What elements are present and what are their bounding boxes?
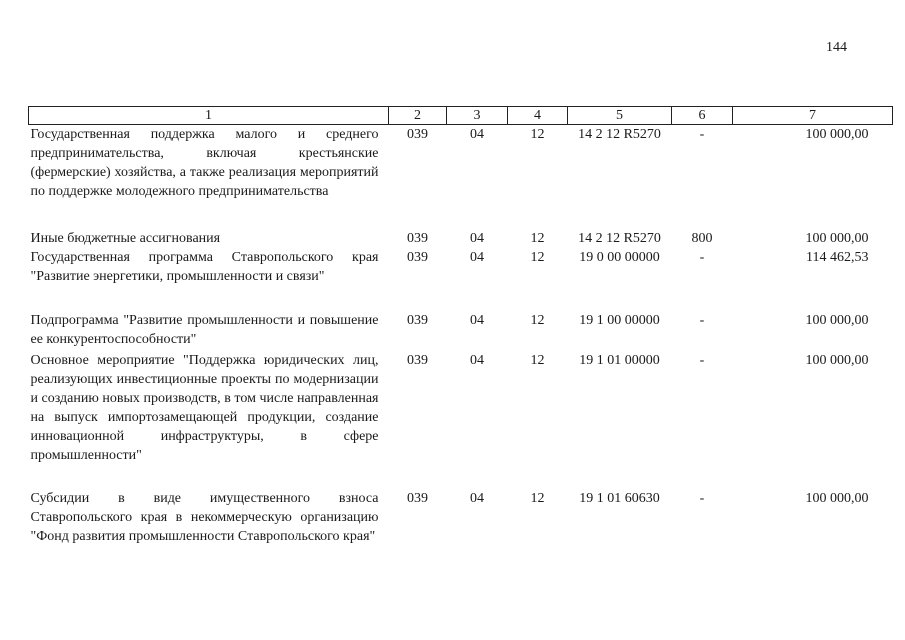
row-target-item: 14 2 12 R5270 — [578, 127, 661, 142]
table-row — [29, 311, 893, 351]
row-section: 04 — [470, 249, 484, 265]
row-target-item: 19 0 00 00000 — [579, 249, 660, 265]
row-subsection: 12 — [530, 249, 545, 265]
row-name: Подпрограмма "Развитие промышленности и повышение ее конкурентоспособности" — [30, 312, 379, 347]
row-name: Государственная программа Ставропольского края "Развитие энергетики, промышленности и связи" — [30, 249, 379, 284]
row-amount: 100 000,00 — [805, 352, 869, 368]
row-section: 04 — [470, 352, 484, 368]
row-amount: 100 000,00 — [805, 312, 869, 328]
column-header-6: 6 — [672, 107, 733, 125]
row-amount: 114 462,53 — [806, 249, 869, 265]
column-header-2: 2 — [389, 107, 447, 125]
row-amount: 100 000,00 — [805, 127, 869, 142]
row-amount: 100 000,00 — [805, 230, 869, 246]
column-header-7: 7 — [733, 107, 893, 125]
row-name: Иные бюджетные ассигнования — [30, 230, 221, 246]
row-section: 04 — [470, 127, 484, 142]
row-subsection: 12 — [530, 352, 545, 368]
row-ministry: 039 — [407, 490, 428, 506]
column-header-5: 5 — [568, 107, 672, 125]
row-section: 04 — [470, 230, 484, 246]
row-subsection: 12 — [530, 230, 545, 246]
row-ministry: 039 — [407, 249, 428, 265]
table-header-row — [29, 107, 893, 125]
table-row — [29, 489, 893, 569]
row-target-item: 19 1 01 00000 — [579, 352, 660, 368]
table-row — [29, 351, 893, 489]
row-expense-type: - — [699, 127, 705, 142]
row-name: Субсидии в виде имущественного взноса Ставропольского края в некоммерческую организацию "Фонд развития промышленности Ставропольского края" — [30, 490, 379, 544]
table-row — [29, 248, 893, 311]
column-header-3: 3 — [447, 107, 508, 125]
row-ministry: 039 — [407, 352, 428, 368]
row-ministry: 039 — [407, 312, 428, 328]
table-row — [29, 229, 893, 248]
row-target-item: 19 1 00 00000 — [579, 312, 660, 328]
row-ministry: 039 — [407, 230, 428, 246]
row-target-item: 14 2 12 R5270 — [578, 230, 661, 246]
row-name: Основное мероприятие "Поддержка юридических лиц, реализующих инвестиционные проекты по модернизации и созданию новых производств, в том числе направленная на выпуск импортозамещающей продукции, создание инновационной инфраструктуры, в сфере промышленности" — [30, 352, 379, 463]
column-header-1: 1 — [29, 107, 389, 125]
row-expense-type: - — [699, 490, 705, 506]
row-target-item: 19 1 01 60630 — [579, 490, 660, 506]
table-row — [29, 125, 893, 229]
page-number: 144 — [826, 40, 847, 55]
row-name: Государственная поддержка малого и среднего предпринимательства, включая крестьянские (фермерские) хозяйства, а также реализация мероприятий по поддержке молодежного предпринимательства — [30, 127, 379, 199]
row-expense-type: 800 — [691, 230, 713, 246]
row-ministry: 039 — [407, 127, 428, 142]
row-subsection: 12 — [530, 490, 545, 506]
budget-table — [28, 106, 893, 569]
row-expense-type: - — [699, 249, 705, 265]
row-subsection: 12 — [530, 127, 545, 142]
column-header-4: 4 — [508, 107, 568, 125]
row-section: 04 — [470, 490, 484, 506]
row-amount: 100 000,00 — [805, 490, 869, 506]
row-section: 04 — [470, 312, 484, 328]
row-expense-type: - — [699, 312, 705, 328]
row-subsection: 12 — [530, 312, 545, 328]
row-expense-type: - — [699, 352, 705, 368]
